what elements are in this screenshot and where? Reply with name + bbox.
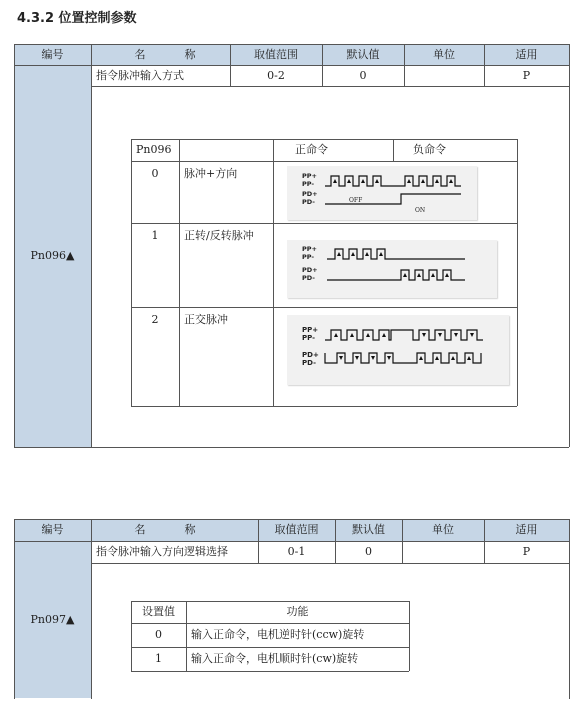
mode-label-2: 正交脉冲 (184, 313, 228, 326)
label-pp-plus: PP+ (302, 172, 317, 180)
header-name-b: 称 (184, 523, 196, 537)
param-id-pn096: Pn096▲ (30, 249, 75, 263)
label-off: OFF (349, 197, 363, 204)
mode-value-2: 2 (151, 313, 159, 326)
param-unit (404, 65, 484, 86)
header-range: 取值范围 (274, 523, 319, 537)
label-pp-minus: PP- (302, 253, 315, 261)
header-unit: 单位 (433, 47, 455, 61)
header-applies: 适用 (515, 47, 538, 61)
inner-header-negative: 负命令 (413, 143, 446, 157)
label-pp-minus: PP- (302, 180, 315, 188)
param-name: 指令脉冲输入方向逻辑选择 (96, 545, 228, 559)
param-id-pn097: Pn097▲ (30, 612, 75, 626)
label-pd-plus: PD+ (302, 266, 318, 274)
inner-header-value: Pn096 (136, 143, 172, 157)
header-range: 取值范围 (254, 47, 298, 61)
label-pd-minus: PD- (302, 198, 315, 206)
waveform-pulse-direction (287, 166, 477, 220)
mode-label-1: 正转/反转脉冲 (184, 229, 254, 242)
label-on: ON (415, 207, 426, 214)
header-unit: 单位 (432, 523, 454, 537)
inner-header-positive: 正命令 (295, 143, 328, 157)
logic-value-1: 1 (155, 652, 162, 666)
header-default: 默认值 (352, 523, 385, 537)
waveform-quadrature (287, 315, 509, 385)
param-applies: P (522, 68, 531, 82)
label-pd-minus: PD- (302, 274, 315, 282)
param-unit (402, 541, 484, 563)
param-applies: P (522, 545, 531, 559)
label-pd-plus: PD+ (302, 190, 318, 198)
logic-function-0: 输入正命令，电机逆时针(ccw)旋转 (191, 628, 365, 642)
header-default: 默认值 (346, 47, 380, 61)
label-pp-plus: PP+ (302, 326, 319, 334)
mode-value-1: 1 (151, 229, 159, 242)
label-pd-plus: PD+ (302, 351, 319, 359)
header-applies: 适用 (515, 523, 538, 537)
label-pd-minus: PD- (302, 359, 316, 367)
param-name: 指令脉冲输入方式 (96, 68, 184, 82)
header-name-a: 名 (134, 523, 146, 537)
inner-header-value: 设置值 (142, 605, 175, 619)
param-default: 0 (365, 545, 372, 559)
inner-header-mode (179, 139, 273, 161)
param-default: 0 (359, 68, 367, 82)
section-title: 4.3.2 位置控制参数 (17, 11, 137, 26)
inner-header-function: 功能 (286, 605, 309, 619)
mode-label-0: 脉冲+方向 (184, 167, 238, 180)
label-pp-minus: PP- (302, 334, 316, 342)
param-range: 0-2 (267, 68, 285, 82)
label-pp-plus: PP+ (302, 245, 317, 253)
header-name-b: 称 (184, 47, 196, 61)
header-number: 编号 (41, 523, 64, 537)
logic-function-1: 输入正命令，电机顺时针(cw)旋转 (191, 652, 359, 666)
header-number: 编号 (41, 47, 64, 61)
mode-value-0: 0 (151, 167, 159, 180)
logic-value-0: 0 (155, 628, 162, 642)
waveform-forward-reverse (287, 240, 497, 298)
param-range: 0-1 (287, 545, 306, 559)
header-name-a: 名 (134, 47, 146, 61)
